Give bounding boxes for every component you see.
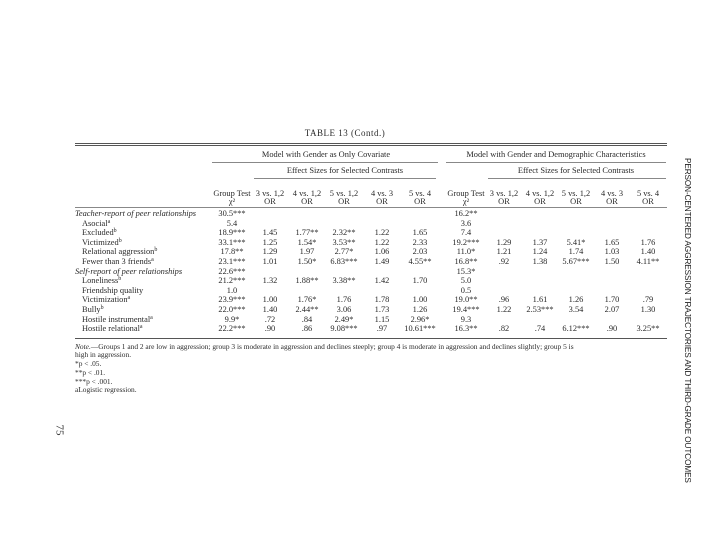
table-note: [75, 342, 574, 352]
column-subheader: OR: [414, 197, 426, 206]
cell-right: 1.22: [496, 305, 512, 314]
cell-left: .97: [376, 324, 388, 334]
cell-left: 6.83***: [330, 257, 358, 266]
footnote-marker: a: [150, 314, 153, 321]
cell-left: 1.65: [412, 228, 428, 238]
row-label-text: Bully: [82, 305, 101, 314]
cell-right: 1.26: [568, 295, 584, 305]
cell-right: 1.29: [496, 237, 512, 247]
bottom-rule: [75, 338, 667, 339]
row-label-text: Victimization: [82, 295, 128, 305]
cell-right: 1.30: [640, 305, 656, 314]
cell-right: 3.6: [460, 218, 472, 228]
row-label-text: Excluded: [82, 228, 114, 238]
cell-right: .74: [534, 324, 546, 334]
cell-right: 3.54: [568, 305, 584, 314]
footnote-marker: b: [118, 276, 122, 283]
row-label-text: Hostile relational: [82, 324, 140, 334]
column-header: 3 vs. 1,2: [489, 189, 519, 198]
row-label-text: Asocial: [82, 218, 108, 228]
cell-left: 2.33: [412, 237, 428, 247]
cell-left: 2.77*: [334, 247, 354, 257]
cell-right: 1.40: [640, 247, 656, 257]
cell-left: .84: [301, 314, 313, 324]
cell-left: 1.49: [374, 257, 390, 266]
cell-left: 22.2***: [218, 324, 246, 334]
cell-left: 1.42: [374, 276, 390, 286]
cell-right: 9.3: [460, 314, 472, 324]
cell-right: 19.4***: [452, 305, 480, 314]
cell-left: 9.08***: [330, 324, 358, 334]
rule-effect-right: [488, 178, 666, 179]
model-right-header: Model with Gender and Demographic Characteristics: [466, 150, 646, 159]
cell-right: 3.25**: [636, 324, 660, 334]
column-subheader: OR: [338, 197, 350, 206]
cell-right: 11.0*: [456, 247, 476, 257]
cell-left: 1.01: [262, 257, 278, 266]
column-header: 4 vs. 1,2: [292, 189, 322, 198]
cell-left: 1.88**: [295, 276, 319, 286]
cell-right: 4.11**: [636, 257, 660, 266]
cell-left: 23.9***: [218, 295, 246, 305]
cell-left: 1.29: [262, 247, 278, 257]
cell-right: 1.24: [532, 247, 548, 257]
column-header: 5 vs. 1,2: [329, 189, 359, 198]
column-subheader: OR: [534, 197, 546, 206]
row-label: [82, 228, 117, 238]
cell-left: 1.00: [412, 295, 428, 305]
note-p001: ***p < .001.: [75, 377, 113, 386]
cell-right: 1.70: [604, 295, 620, 305]
row-label: [75, 267, 182, 277]
cell-left: 2.03: [412, 247, 428, 257]
row-label: [82, 247, 157, 257]
note-text: —Groups 1 and 2 are low in aggression; group 3 is moderate in aggression and declines steeply; group 4 is moderate in aggression and declines slightly; group 5 is: [90, 342, 574, 351]
column-header: 4 vs. 3: [370, 189, 394, 198]
row-label: [82, 295, 130, 305]
cell-left: 1.06: [374, 247, 390, 257]
top-rule: [75, 143, 667, 144]
cell-right: 1.38: [532, 257, 548, 266]
cell-right: 5.41*: [566, 237, 586, 247]
cell-left: 5.4: [226, 218, 238, 228]
column-subheader: OR: [642, 197, 654, 206]
cell-right: 19.0**: [454, 295, 478, 305]
cell-left: 1.22: [374, 237, 390, 247]
cell-right: .82: [498, 324, 510, 334]
cell-left: 33.1***: [218, 237, 246, 247]
row-label: [82, 315, 153, 325]
column-subheader: OR: [498, 197, 510, 206]
cell-left: 30.5***: [218, 209, 246, 218]
cell-right: 5.0: [460, 276, 472, 286]
cell-left: 2.96*: [410, 314, 430, 324]
cell-left: 9.9*: [224, 314, 240, 324]
cell-left: 1.45: [262, 228, 278, 238]
cell-right: 1.03: [604, 247, 620, 257]
cell-right: 1.65: [604, 237, 620, 247]
footnote-marker: a: [151, 257, 154, 263]
cell-left: 1.77**: [295, 228, 319, 238]
note-logistic: aLogistic regression.: [75, 385, 137, 394]
column-header: 4 vs. 1,2: [525, 189, 555, 198]
rule-right: [446, 162, 666, 163]
cell-left: 1.50*: [297, 257, 317, 266]
cell-left: 1.0: [226, 285, 238, 295]
row-label-text: Friendship quality: [82, 285, 144, 295]
top-rule-2: [75, 145, 667, 146]
footnote-marker: b: [154, 247, 158, 254]
cell-left: 1.97: [299, 247, 315, 257]
column-subheader: OR: [376, 197, 388, 206]
effect-sizes-left: Effect Sizes for Selected Contrasts: [286, 166, 404, 175]
footnote-marker: a: [139, 324, 143, 331]
cell-left: 1.76*: [297, 295, 317, 305]
rule-left: [212, 162, 438, 163]
cell-left: 1.15: [374, 314, 390, 324]
row-label: [82, 324, 143, 334]
effect-sizes-right: Effect Sizes for Selected Contrasts: [517, 166, 635, 175]
cell-left: 1.70: [412, 276, 428, 286]
column-header: 5 vs. 1,2: [561, 189, 591, 198]
column-header: 5 vs. 4: [636, 189, 660, 198]
cell-left: 3.06: [336, 305, 352, 314]
cell-right: 1.21: [496, 247, 512, 257]
cell-left: 22.0***: [218, 305, 246, 314]
cell-right: 5.67***: [562, 257, 590, 266]
cell-right: 2.53***: [526, 305, 554, 314]
cell-left: 1.76: [336, 295, 352, 305]
note-label: Note.: [75, 342, 91, 351]
column-subheader: OR: [570, 197, 582, 206]
cell-right: 2.07: [604, 305, 620, 314]
cell-right: 1.37: [532, 237, 548, 247]
column-subheader: OR: [264, 197, 276, 206]
cell-left: 1.26: [412, 305, 428, 314]
footnote-marker: a: [107, 218, 111, 225]
row-label-text: Loneliness: [82, 276, 119, 286]
cell-right: 1.61: [532, 295, 548, 305]
column-subheader: χ²: [462, 197, 470, 206]
footnote-marker: b: [100, 305, 104, 311]
row-label-text: Fewer than 3 friends: [82, 257, 152, 266]
cell-left: 2.44**: [295, 305, 319, 314]
cell-right: 19.2***: [452, 237, 480, 247]
cell-left: 3.38**: [332, 276, 356, 286]
cell-left: .72: [264, 314, 276, 324]
footnote-marker: b: [113, 228, 117, 235]
row-label: [75, 209, 196, 219]
column-header: 4 vs. 3: [600, 189, 624, 198]
column-header: 3 vs. 1,2: [255, 189, 285, 198]
row-label-text: Hostile instrumental: [82, 314, 151, 324]
cell-left: 2.32**: [332, 228, 356, 238]
cell-right: 6.12***: [562, 324, 590, 334]
column-subheader: OR: [301, 197, 313, 206]
note-text-2: high in aggression.: [75, 350, 132, 359]
cell-right: .92: [498, 257, 510, 266]
cell-left: 22.6***: [218, 266, 246, 276]
column-header: Group Test: [213, 189, 251, 198]
row-label: [82, 276, 121, 286]
footnote-marker: b: [118, 237, 122, 244]
cell-left: 1.73: [374, 305, 390, 314]
cell-right: 0.5: [460, 285, 472, 295]
running-head: PERSON-CENTERED AGGRESSION TRAJECTORIES AND THIRD-GRADE OUTCOMES: [683, 158, 692, 483]
cell-right: .96: [498, 295, 510, 305]
cell-left: .86: [301, 324, 313, 334]
cell-left: 1.22: [374, 228, 390, 238]
row-label: [82, 286, 143, 296]
column-header: 5 vs. 4: [408, 189, 432, 198]
row-label-text: Self-report of peer relationships: [75, 266, 183, 276]
cell-left: 3.53**: [332, 237, 356, 247]
cell-right: 1.50: [604, 257, 620, 266]
cell-left: .90: [264, 324, 276, 334]
cell-right: 16.3**: [454, 324, 478, 334]
cell-left: 1.78: [374, 295, 390, 305]
model-left-header: Model with Gender as Only Covariate: [261, 150, 391, 159]
column-subheader: χ²: [228, 197, 236, 206]
cell-left: 4.55**: [408, 257, 432, 266]
cell-right: 16.2**: [454, 209, 478, 218]
cell-left: 23.1***: [218, 257, 246, 266]
cell-right: 16.8**: [454, 257, 478, 266]
cell-left: 1.25: [262, 237, 278, 247]
note-p01: **p < .01.: [75, 368, 106, 377]
column-header: Group Test: [447, 189, 485, 198]
column-subheader: OR: [606, 197, 618, 206]
cell-left: 2.49*: [334, 314, 354, 324]
row-label: [82, 238, 122, 248]
cell-right: 1.76: [640, 237, 656, 247]
cell-left: 18.9***: [218, 228, 246, 238]
cell-right: 7.4: [460, 228, 472, 238]
cell-left: 1.54*: [297, 237, 317, 247]
note-p05: *p < .05.: [75, 359, 102, 368]
cell-left: 21.2***: [218, 276, 246, 286]
cell-right: .79: [642, 295, 654, 305]
row-label: [82, 219, 110, 229]
row-label-text: Teacher-report of peer relationships: [75, 209, 197, 218]
cell-left: 10.61***: [404, 324, 436, 334]
rule-effect-left: [254, 178, 436, 179]
row-label: [82, 305, 104, 315]
row-label: [82, 257, 154, 267]
row-label-text: Relational aggression: [82, 247, 155, 257]
header-rule: [75, 207, 667, 208]
cell-left: 17.8**: [220, 247, 244, 257]
cell-right: 1.74: [568, 247, 584, 257]
cell-right: .90: [606, 324, 618, 334]
cell-right: 15.3*: [456, 266, 476, 276]
cell-left: 1.00: [262, 295, 278, 305]
footnote-marker: a: [127, 295, 131, 302]
cell-left: 1.32: [262, 276, 278, 286]
table-title: TABLE 13 (Contd.): [304, 128, 386, 138]
page-number: 75: [53, 424, 66, 436]
cell-left: 1.40: [262, 305, 278, 314]
row-label-text: Victimized: [82, 237, 119, 247]
